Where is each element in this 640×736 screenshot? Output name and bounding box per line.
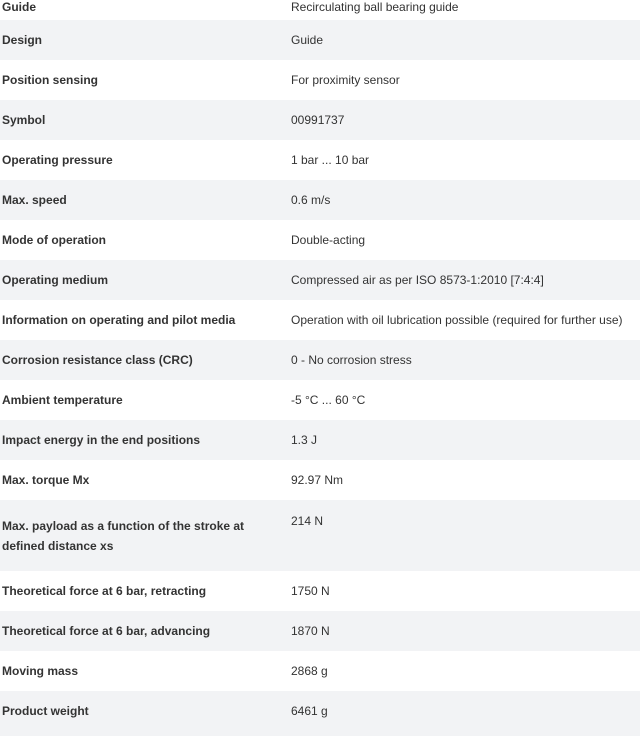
spec-value: 214 N (291, 514, 324, 528)
spec-row-position-sensing (0, 60, 640, 100)
spec-row-guide (0, 0, 640, 20)
spec-row-operating-pressure (0, 140, 640, 180)
spec-label: Theoretical force at 6 bar, retracting (2, 584, 207, 598)
spec-row-mode-of-operation (0, 220, 640, 260)
spec-row-operating-pilot-media (0, 300, 640, 340)
spec-row-corrosion-resistance-class (0, 340, 640, 380)
spec-label: Theoretical force at 6 bar, advancing (2, 624, 211, 638)
spec-label: Mode of operation (2, 233, 106, 247)
spec-row-symbol (0, 100, 640, 140)
spec-value: 1 bar ... 10 bar (291, 153, 370, 167)
spec-label: Ambient temperature (2, 393, 123, 407)
spec-value: For proximity sensor (291, 73, 400, 87)
spec-label: Max. speed (2, 193, 67, 207)
spec-value: Double-acting (291, 233, 366, 247)
spec-value: 1870 N (291, 624, 330, 638)
spec-label: Position sensing (2, 73, 99, 87)
spec-row-ambient-temperature (0, 380, 640, 420)
spec-label: Guide (2, 0, 37, 14)
spec-label: Max. payload as a function of the stroke at defined distance xs (2, 518, 245, 553)
spec-value: Operation with oil lubrication possible (required for further use) (291, 313, 623, 327)
spec-row-operating-medium (0, 260, 640, 300)
spec-label: Moving mass (2, 664, 79, 678)
spec-value: 92.97 Nm (291, 473, 344, 487)
spec-value: 2868 g (291, 664, 328, 678)
spec-value: Compressed air as per ISO 8573-1:2010 [7:4:4] (291, 273, 544, 287)
spec-label: Product weight (2, 704, 89, 718)
spec-label: Corrosion resistance class (CRC) (2, 353, 193, 367)
spec-value: 1750 N (291, 584, 330, 598)
spec-value: 00991737 (291, 113, 345, 127)
spec-row-max-speed (0, 180, 640, 220)
spec-label: Design (2, 33, 43, 47)
spec-row-design (0, 20, 640, 60)
spec-value: -5 °C ... 60 °C (291, 393, 366, 407)
spec-label: Operating medium (2, 273, 109, 287)
spec-label: Impact energy in the end positions (2, 433, 201, 447)
spec-value: Recirculating ball bearing guide (291, 0, 459, 14)
spec-value: 6461 g (291, 704, 328, 718)
spec-row-product-weight (0, 691, 640, 736)
spec-label: Information on operating and pilot media (2, 313, 236, 327)
spec-row-impact-energy (0, 420, 640, 460)
spec-row-force-retracting (0, 571, 640, 611)
spec-row-max-torque-mx (0, 460, 640, 500)
spec-label: Operating pressure (2, 153, 113, 167)
spec-value: 0 - No corrosion stress (291, 353, 412, 367)
spec-row-force-advancing (0, 611, 640, 651)
spec-value: 1.3 J (291, 433, 318, 447)
spec-label: Symbol (2, 113, 46, 127)
spec-row-max-payload (0, 500, 640, 571)
spec-label: Max. torque Mx (2, 473, 90, 487)
spec-value: 0.6 m/s (291, 193, 331, 207)
spec-value: Guide (291, 33, 324, 47)
spec-row-moving-mass (0, 651, 640, 691)
